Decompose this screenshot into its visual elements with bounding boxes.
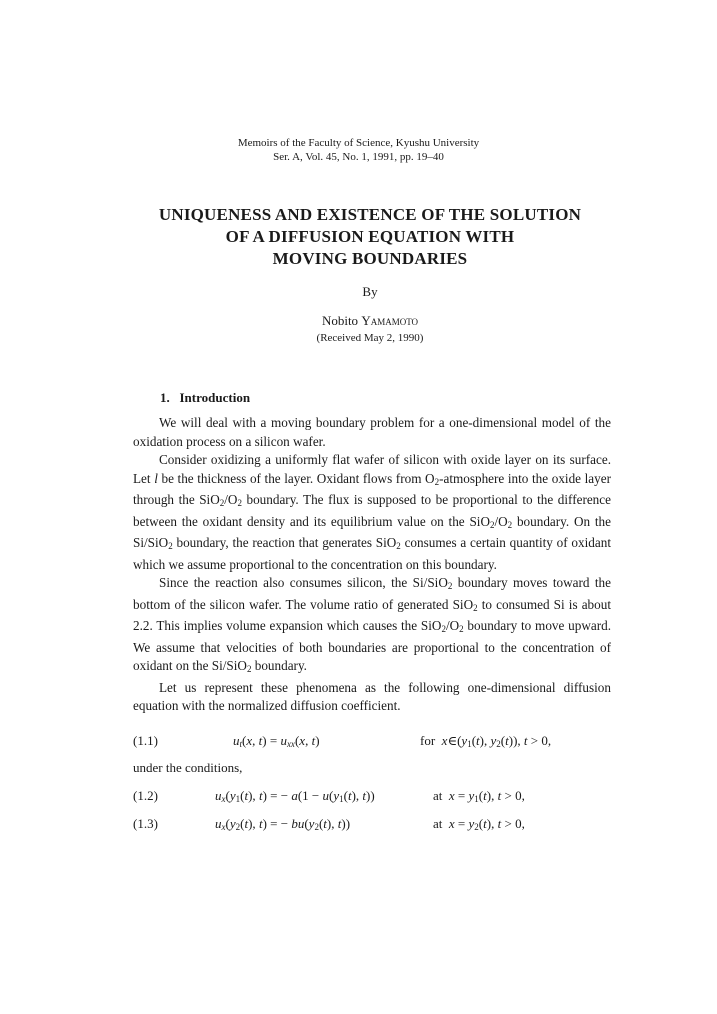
by-line: By <box>362 284 378 299</box>
paragraph-1: We will deal with a moving boundary problem for a one-dimensional model of the oxidation process on a silicon wafer. <box>133 415 611 449</box>
author-first-name: Nobito <box>321 313 359 328</box>
title-line-2: OF A DIFFUSION EQUATION WITH <box>225 227 515 246</box>
equation-1-3 <box>133 816 613 834</box>
author-name <box>0 313 717 329</box>
journal-header <box>0 136 717 164</box>
journal-line-2: Ser. A, Vol. 45, No. 1, 1991, pp. 19–40 <box>273 151 444 163</box>
paragraph-4: Let us represent these phenomena as the following one-dimensional diffusion equation with the normalized diffusion coefficient. <box>133 679 611 713</box>
equation-condition: at $x = y_2(t)$, t > 0, <box>433 816 525 832</box>
equation-1-1 <box>133 733 613 751</box>
equation-body: $u_x(y_2(t)$, t) = − $bu(y_2(t)$, t)) <box>215 816 351 832</box>
section-title: Introduction <box>179 390 251 405</box>
body-text <box>133 414 611 716</box>
paragraph-2: Consider oxidizing a uniformly flat wafer of silicon with oxide layer on its surface. Let l be the thickness of the layer. Oxidant flows from $O_2$-atmosphere into the oxide layer through the $SiO_2/O_2$ boundary. The flux is supposed to be proportional to the difference between the oxidant density and its equilibrium value on the $SiO_2/O_2$ boundary. On the Si/SiO$_2$ boundary, the reaction that generates SiO$_2$ consumes a certain quantity of oxidant which we assume proportional to the concentration on this boundary. <box>133 452 611 572</box>
title-line-3: MOVING BOUNDARIES <box>272 249 468 268</box>
section-number: 1. <box>160 390 170 405</box>
equation-body: $u_t(x$, $t) = u_{xx}(x$, t) <box>233 733 320 749</box>
received-date: (Received May 2, 1990) <box>316 332 424 344</box>
equation-number: (1.2) <box>133 788 158 803</box>
equation-condition: at $x = y_1(t)$, t > 0, <box>433 788 525 804</box>
section-heading <box>160 390 250 406</box>
paragraph-conditions: under the conditions, <box>133 760 243 775</box>
paragraph-3: Since the reaction also consumes silicon, the Si/SiO$_2$ boundary moves toward the bottom of the silicon wafer. The volume ratio of generated SiO$_2$ to consumed Si is about 2.2. This implies volume expansion which causes the $SiO_2/O_2$ boundary to move upward. We assume that velocities of both boundaries are proportional to the concentration of oxidant on the Si/SiO$_2$ boundary. <box>133 575 612 674</box>
equation-body: $u_x(y_1(t)$, t) = − $a(1 - u(y_1(t)$, t)) <box>215 788 375 804</box>
equation-1-2 <box>133 788 613 806</box>
equation-number: (1.3) <box>133 816 158 831</box>
journal-line-1: Memoirs of the Faculty of Science, Kyushu University <box>237 137 480 149</box>
author-last-name: Yamamoto <box>361 313 419 328</box>
equation-condition: for $x\in(y_1(t)$, $y_2(t)$), t > 0, <box>420 733 552 749</box>
equation-number: (1.1) <box>133 733 158 748</box>
title-line-1: UNIQUENESS AND EXISTENCE OF THE SOLUTION <box>158 205 582 224</box>
paper-title <box>0 204 717 270</box>
